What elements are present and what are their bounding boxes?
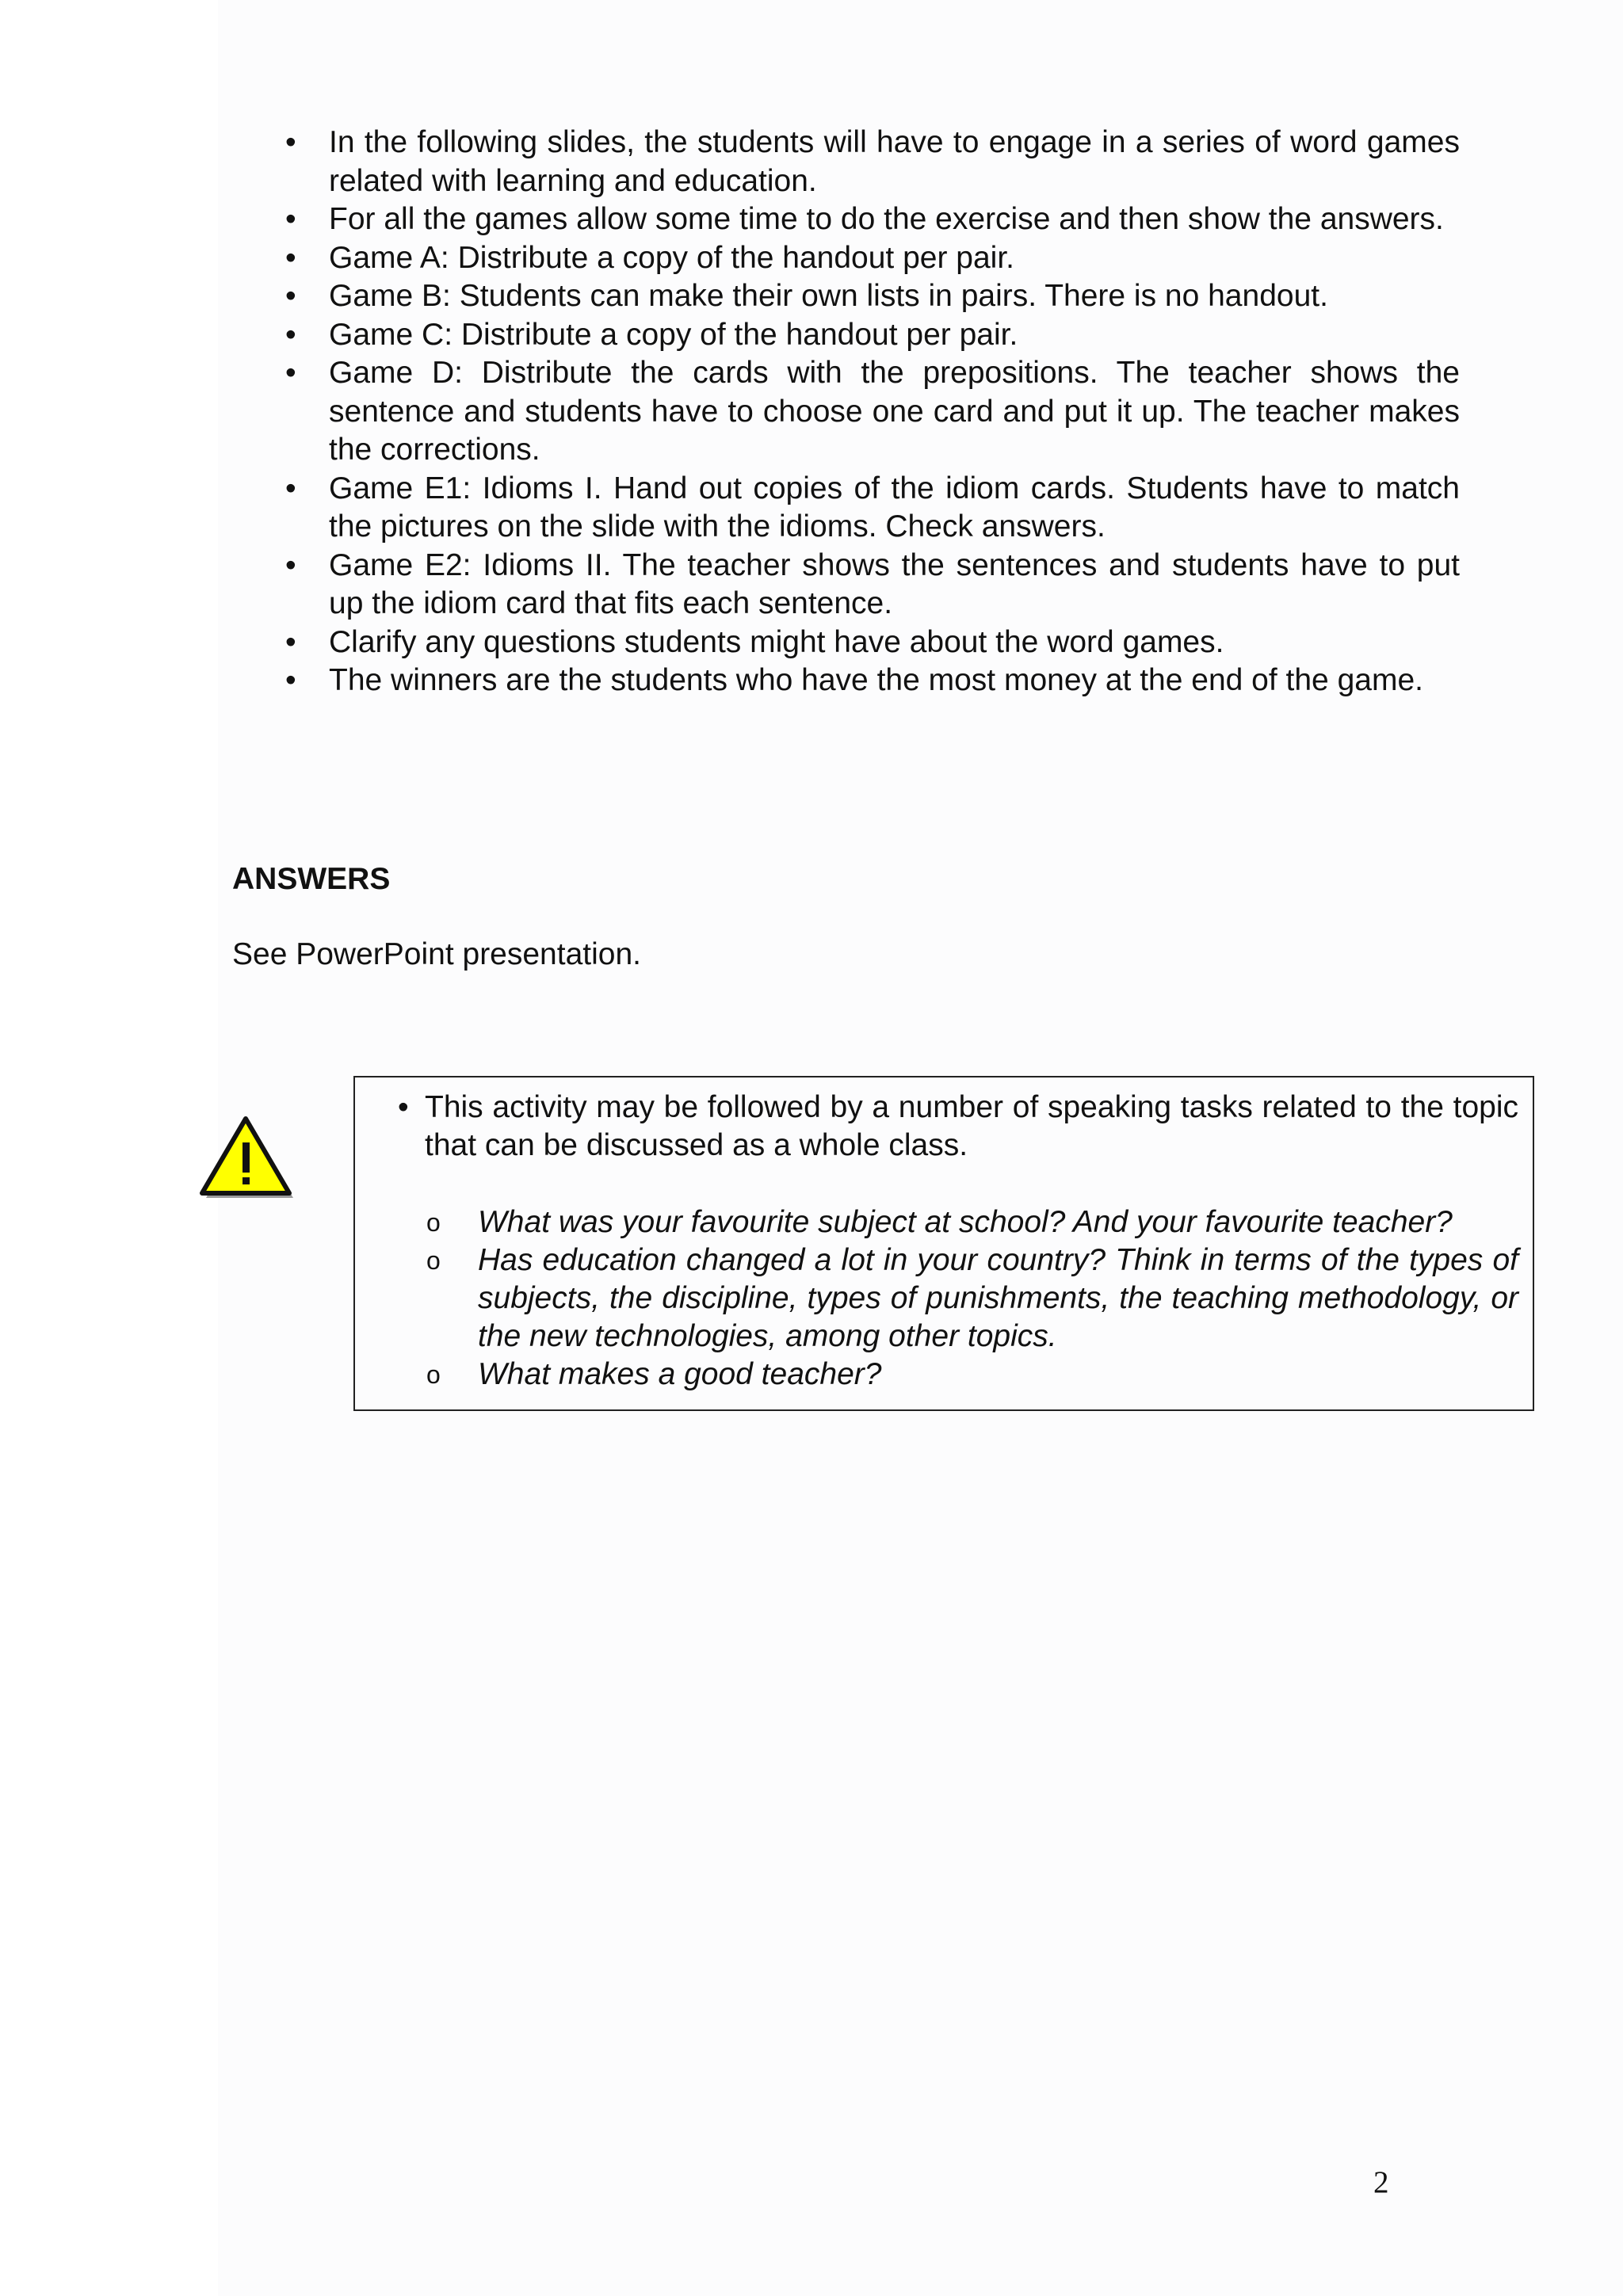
instruction-item: • Game B: Students can make their own lists in pairs. There is no handout.: [230, 277, 1460, 316]
discussion-question-text: What makes a good teacher?: [478, 1357, 882, 1391]
warning-exclamation-bar: [242, 1142, 250, 1173]
instruction-item: • Game E2: Idioms II. The teacher shows the sentences and students have to put up the idiom card that fits each sentence.: [230, 547, 1460, 624]
discussion-questions: [355, 1203, 1518, 1394]
instruction-item: • In the following slides, the students will have to engage in a series of word games related with learning and education.: [230, 124, 1460, 200]
warning-triangle-icon: [200, 1116, 295, 1201]
instruction-item: • The winners are the students who have the most money at the end of the game.: [230, 662, 1460, 700]
bullet-marker: •: [398, 1090, 409, 1124]
discussion-question: [355, 1356, 1518, 1394]
instruction-item: • Game E1: Idioms I. Hand out copies of the idiom cards. Students have to match the pictures on the slide with the idioms. Check answers.: [230, 470, 1460, 547]
question-marker: o: [426, 1246, 441, 1275]
instruction-item: • Game D: Distribute the cards with the prepositions. The teacher shows the sentence and students have to choose one card and put it up. The teacher makes the corrections.: [230, 354, 1460, 470]
page-number: 2: [1373, 2165, 1389, 2199]
question-marker: o: [426, 1208, 441, 1237]
speaking-tasks-intro-text: This activity may be followed by a number of speaking tasks related to the topic that can be discussed as a whole class.: [425, 1090, 1518, 1162]
answers-heading: ANSWERS: [232, 862, 391, 896]
warning-exclamation-dot: [242, 1177, 250, 1184]
instruction-item: • Clarify any questions students might have about the word games.: [230, 624, 1460, 662]
speaking-tasks-box: [353, 1076, 1534, 1411]
instruction-item: • Game C: Distribute a copy of the handout per pair.: [230, 316, 1460, 355]
instruction-item: • For all the games allow some time to do the exercise and then show the answers.: [230, 200, 1460, 239]
instructions-list: [230, 124, 1460, 700]
speaking-tasks-intro: [398, 1089, 1518, 1165]
discussion-question-text: Has education changed a lot in your country? Think in terms of the types of subjects, the discipline, types of punishments, the teaching methodology, or the new technologies, among other topics.: [478, 1243, 1518, 1353]
instruction-item: • Game A: Distribute a copy of the handout per pair.: [230, 239, 1460, 278]
question-marker: o: [426, 1360, 441, 1389]
discussion-question: [355, 1241, 1518, 1356]
discussion-question: [355, 1203, 1518, 1241]
discussion-question-text: What was your favourite subject at school? And your favourite teacher?: [478, 1205, 1453, 1239]
answers-text: See PowerPoint presentation.: [232, 937, 641, 971]
